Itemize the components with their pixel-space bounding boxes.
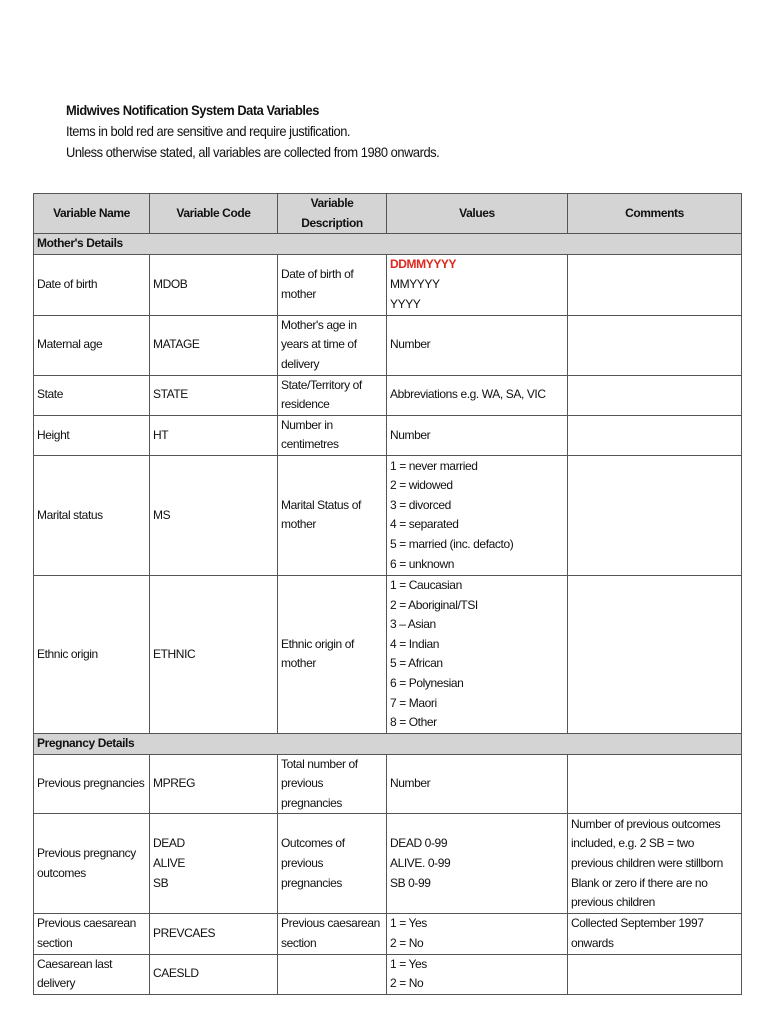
table-row — [34, 575, 742, 733]
variable-description-cell: Previous caesarean section — [278, 914, 387, 954]
comments-cell — [568, 315, 742, 375]
comment-line: Collected September 1997 onwards — [571, 916, 704, 950]
variable-code: CAESLD — [153, 966, 199, 981]
table-row — [34, 375, 742, 415]
value-line: 6 = unknown — [390, 556, 454, 571]
column-header-values: Values — [387, 194, 568, 234]
value-line: 4 = Indian — [390, 636, 440, 651]
column-header-variable-code: Variable Code — [150, 194, 278, 234]
variable-name-cell: Marital status — [34, 455, 150, 575]
values-cell — [387, 954, 568, 994]
variable-name-cell: Maternal age — [34, 315, 150, 375]
table-body — [34, 234, 742, 995]
value-line: 2 = Aboriginal/TSI — [390, 597, 478, 612]
variable-name-cell: Previous pregnancies — [34, 754, 150, 814]
values-cell — [387, 254, 568, 315]
variable-code: SB — [153, 875, 169, 890]
value-line: MMYYYY — [390, 276, 440, 291]
variable-code: STATE — [153, 387, 188, 402]
comments-cell — [568, 415, 742, 455]
variable-code-cell — [150, 575, 278, 733]
document-title: Midwives Notification System Data Variables — [66, 102, 319, 118]
comments-cell — [568, 754, 742, 814]
variable-code-cell — [150, 315, 278, 375]
variable-code-cell — [150, 455, 278, 575]
variable-code-cell — [150, 254, 278, 315]
comment-line: Number of previous outcomes included, e.g. 2 SB = two previous children were stillborn — [571, 816, 723, 871]
variable-code-cell — [150, 375, 278, 415]
column-header-comments: Comments — [568, 194, 742, 234]
variable-code: ALIVE — [153, 856, 186, 871]
table-row — [34, 814, 742, 914]
variable-description-cell: Date of birth of mother — [278, 254, 387, 315]
value-line: 3 = divorced — [390, 497, 451, 512]
variable-code: DEAD — [153, 836, 185, 851]
variable-description-cell: Ethnic origin of mother — [278, 575, 387, 733]
variable-code-cell — [150, 914, 278, 954]
variable-description-cell: Total number of previous pregnancies — [278, 754, 387, 814]
sensitive-value: DDMMYYYY — [390, 257, 457, 272]
variable-name-cell: Ethnic origin — [34, 575, 150, 733]
variable-code: PREVCAES — [153, 926, 216, 941]
value-line: SB 0-99 — [390, 875, 431, 890]
variable-code: HT — [153, 427, 169, 442]
values-cell — [387, 415, 568, 455]
comments-cell — [568, 455, 742, 575]
variable-name-cell: Height — [34, 415, 150, 455]
section-title: Pregnancy Details — [34, 733, 742, 754]
value-line: YYYY — [390, 296, 421, 311]
value-line: ALIVE. 0-99 — [390, 856, 451, 871]
variable-code: MATAGE — [153, 337, 200, 352]
value-line: DEAD 0-99 — [390, 836, 448, 851]
value-line: 1 = Caucasian — [390, 578, 462, 593]
values-cell — [387, 754, 568, 814]
comments-cell — [568, 814, 742, 914]
variable-code-cell — [150, 415, 278, 455]
value-line: 7 = Maori — [390, 695, 437, 710]
table-header-row — [34, 194, 742, 234]
value-line: 6 = Polynesian — [390, 676, 464, 691]
variable-description-cell — [278, 954, 387, 994]
variable-description-cell: Outcomes of previous pregnancies — [278, 814, 387, 914]
value-line: Number — [390, 337, 431, 352]
table-row — [34, 954, 742, 994]
variable-name-cell: Previous caesarean section — [34, 914, 150, 954]
comments-cell — [568, 954, 742, 994]
value-line: 2 = No — [390, 976, 424, 991]
data-variables-table — [33, 193, 742, 995]
section-title: Mother's Details — [34, 234, 742, 255]
value-line: 1 = Yes — [390, 916, 427, 931]
variable-code-cell — [150, 954, 278, 994]
column-header-variable-name: Variable Name — [34, 194, 150, 234]
variable-name-cell: State — [34, 375, 150, 415]
comments-cell — [568, 254, 742, 315]
variable-code: ETHNIC — [153, 646, 196, 661]
values-cell — [387, 914, 568, 954]
variable-code-cell — [150, 814, 278, 914]
value-line: 1 = never married — [390, 458, 478, 473]
values-cell — [387, 375, 568, 415]
value-line: 2 = No — [390, 935, 424, 950]
variable-description-cell: Number in centimetres — [278, 415, 387, 455]
value-line: 4 = separated — [390, 517, 459, 532]
comments-cell — [568, 375, 742, 415]
value-line: 1 = Yes — [390, 956, 427, 971]
table-row — [34, 914, 742, 954]
value-line: 3 – Asian — [390, 617, 436, 632]
section-row — [34, 733, 742, 754]
comments-cell — [568, 575, 742, 733]
comment-line: Blank or zero if there are no previous children — [571, 875, 708, 910]
section-row — [34, 234, 742, 255]
value-line: 8 = Other — [390, 715, 437, 730]
document-heading — [66, 100, 756, 163]
value-line: Number — [390, 427, 431, 442]
value-line: 5 = African — [390, 656, 443, 671]
value-line: 5 = married (inc. defacto) — [390, 537, 514, 552]
values-cell — [387, 315, 568, 375]
column-header-variable-description: Variable Description — [278, 194, 387, 234]
variable-code: MPREG — [153, 776, 196, 791]
values-cell — [387, 575, 568, 733]
values-cell — [387, 455, 568, 575]
variable-code: MDOB — [153, 276, 188, 291]
table-row — [34, 315, 742, 375]
table-row — [34, 455, 742, 575]
variable-name-cell: Date of birth — [34, 254, 150, 315]
variable-description-cell: State/Territory of residence — [278, 375, 387, 415]
comments-cell — [568, 914, 742, 954]
table-row — [34, 415, 742, 455]
table-row — [34, 754, 742, 814]
variable-description-cell: Marital Status of mother — [278, 455, 387, 575]
value-line: 2 = widowed — [390, 478, 453, 493]
variable-code-cell — [150, 754, 278, 814]
variable-name-cell: Caesarean last delivery — [34, 954, 150, 994]
value-line: Abbreviations e.g. WA, SA, VIC — [390, 387, 546, 402]
table-row — [34, 254, 742, 315]
sensitivity-note: Items in bold red are sensitive and require justification. — [66, 123, 351, 139]
variable-name-cell: Previous pregnancy outcomes — [34, 814, 150, 914]
values-cell — [387, 814, 568, 914]
collection-note: Unless otherwise stated, all variables are collected from 1980 onwards. — [66, 144, 440, 160]
variable-code: MS — [153, 507, 171, 522]
variable-description-cell: Mother's age in years at time of delivery — [278, 315, 387, 375]
value-line: Number — [390, 776, 431, 791]
